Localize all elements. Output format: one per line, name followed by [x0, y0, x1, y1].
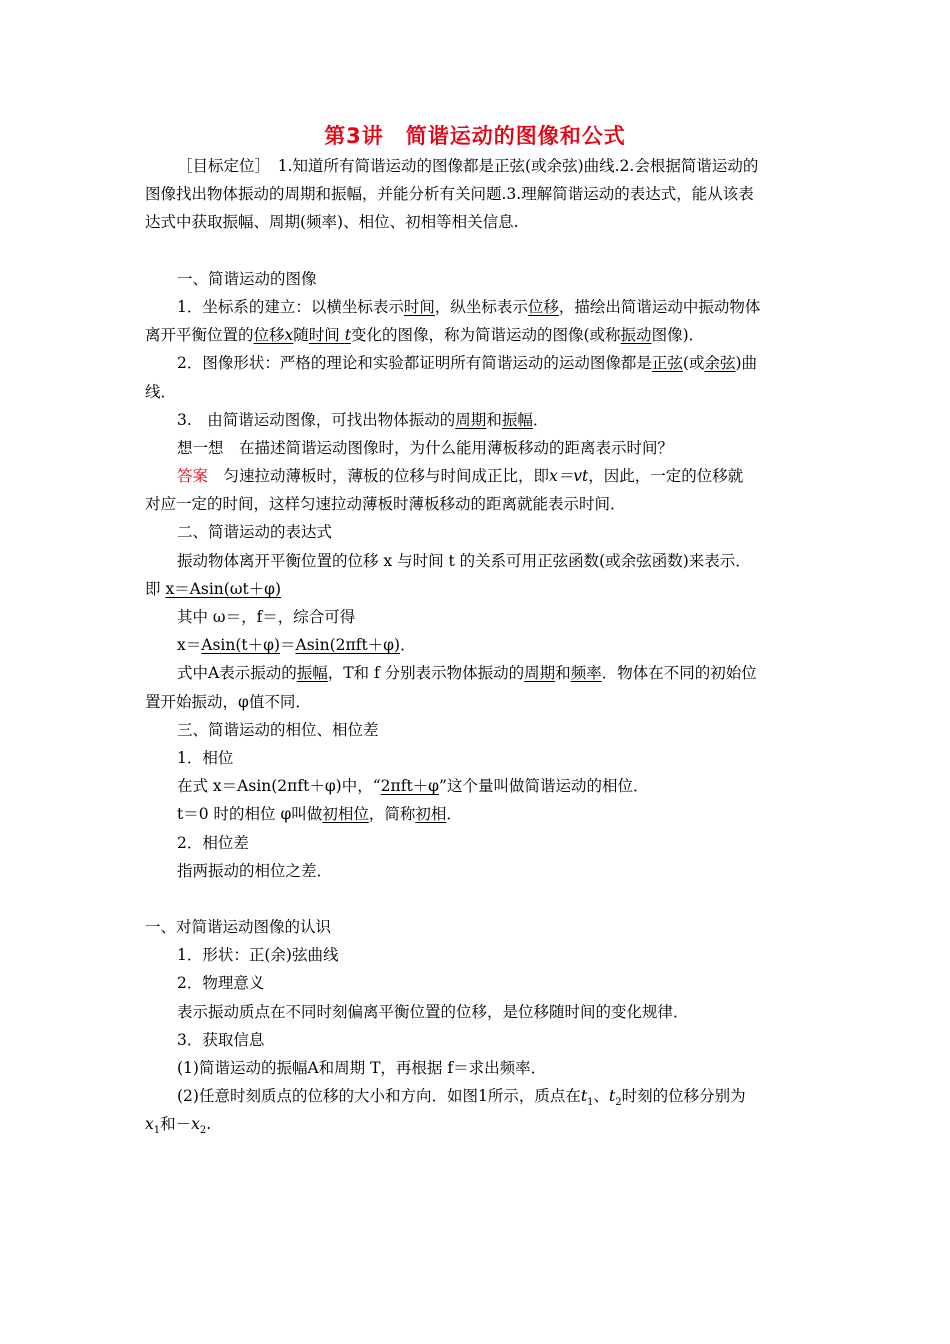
s4-item-1: 1．形状：正(余)弦曲线	[177, 946, 339, 965]
s3-phase-line: 在式 x＝Asin(2πft＋φ)中，“2πft＋φ”这个量叫做简谐运动的相位．	[177, 777, 649, 796]
blank-answer: 振幅	[296, 664, 328, 683]
s3-diff-line: 指两振动的相位之差．	[177, 861, 333, 880]
answer-line-2: 对应一定的时间，这样匀速拉动薄板时薄板移动的距离就能表示时间．	[145, 495, 626, 514]
s1-point-2-line-1: 2．图像形状：严格的理论和实验都证明所有简谐运动的运动图像都是正弦(或余弦)曲	[177, 354, 758, 373]
blank-answer: Asin(2πft＋φ)	[295, 636, 401, 655]
s3-initial-phase-line: t＝0 时的相位 φ叫做初相位，简称初相．	[177, 805, 462, 824]
blank-line	[145, 885, 810, 913]
section-2-heading: 二、简谐运动的表达式	[177, 523, 333, 542]
s3-sub-2: 2．相位差	[177, 833, 249, 852]
blank-answer: 周期	[455, 410, 487, 429]
blank-answer: 初相	[415, 805, 447, 824]
blank-answer: 正弦	[651, 354, 683, 373]
blank-answer: Asin(t＋φ)	[201, 636, 281, 655]
blank-answer: 位移x	[253, 326, 294, 345]
answer-label: 答案	[177, 467, 209, 486]
section-4-heading: 一、对简谐运动图像的认识	[145, 918, 332, 937]
section-1-heading: 一、简谐运动的图像	[177, 269, 317, 288]
s2-where-line: 其中 ω＝，f＝，综合可得	[177, 608, 356, 626]
blank-answer: 初相位	[322, 805, 369, 824]
objectives-line-3: 达式中获取振幅、周期(频率)、相位、初相等相关信息.	[145, 213, 519, 232]
section-3-heading: 三、简谐运动的相位、相位差	[177, 720, 379, 739]
objectives-line-1: ［目标定位］ 1.知道所有简谐运动的图像都是正弦(或余弦)曲线.2.会根据简谐运动的	[177, 157, 759, 175]
blank-answer: 振幅	[501, 410, 533, 429]
think-question: 想一想 在描述简谐运动图像时，为什么能用薄板移动的距离表示时间？	[177, 438, 674, 457]
s4-item-3b-line-1: (2)任意时刻质点的位移的大小和方向．如图1所示，质点在$t_1$、$t_2$时刻的位移分别为	[177, 1087, 746, 1109]
s1-point-2-line-2: 线．	[145, 382, 177, 401]
blank-answer: 频率	[570, 664, 602, 683]
s1-point-3: 3. 由简谐运动图像，可找出物体振动的周期和振幅．	[177, 410, 549, 429]
s2-paragraph: 振动物体离开平衡位置的位移 x 与时间 t 的关系可用正弦函数(或余弦函数)来表示．	[177, 551, 751, 570]
lecture-title: 第3讲 简谐运动的图像和公式	[324, 124, 626, 148]
s2-explain-line-1: 式中A表示振动的振幅，T和 f 分别表示物体振动的周期和频率．物体在不同的初始位	[177, 664, 757, 683]
s2-equation-1: 即 x＝Asin(ωt＋φ)	[145, 579, 282, 598]
blank-answer: 时间 t	[308, 326, 351, 345]
objectives-line-2: 图像找出物体振动的周期和振幅，并能分析有关问题.3.理解简谐运动的表达式，能从该表	[145, 185, 754, 204]
s4-item-3a: (1)简谐运动的振幅A和周期 T，再根据 f＝求出频率．	[177, 1059, 547, 1077]
answer-line-1: 答案 匀速拉动薄板时，薄板的位移与时间成正比，即x＝vt，因此，一定的位移就	[177, 467, 744, 486]
s2-explain-line-2: 置开始振动，φ值不同．	[145, 692, 311, 711]
blank-answer: 余弦	[704, 354, 736, 373]
s1-point-1-line-2: 离开平衡位置的位移x随时间 t变化的图像，称为简谐运动的图像(或称振动图像)．	[145, 326, 705, 345]
blank-answer: 周期	[524, 664, 556, 683]
blank-answer: 位移	[527, 297, 559, 316]
blank-answer: 时间	[403, 297, 435, 316]
s2-equation-2: x＝Asin(t＋φ)＝Asin(2πft＋φ)．	[177, 636, 416, 655]
s4-item-2-text: 表示振动质点在不同时刻偏离平衡位置的位移，是位移随时间的变化规律．	[177, 1002, 689, 1021]
document-body	[145, 152, 810, 1139]
s4-item-3: 3．获取信息	[177, 1030, 265, 1049]
blank-line	[145, 237, 810, 265]
blank-answer: x＝Asin(ωt＋φ)	[165, 579, 282, 598]
blank-answer: 振动	[620, 326, 652, 345]
s3-sub-1: 1．相位	[177, 748, 234, 767]
s1-point-1-line-1: 1．坐标系的建立：以横坐标表示时间，纵坐标表示位移，描绘出简谐运动中振动物体	[177, 297, 761, 316]
blank-answer: 2πft＋φ	[380, 777, 440, 796]
s4-item-2: 2．物理意义	[177, 974, 265, 993]
s4-item-3b-line-2: $x_1$和$-x_2$.	[145, 1115, 212, 1137]
